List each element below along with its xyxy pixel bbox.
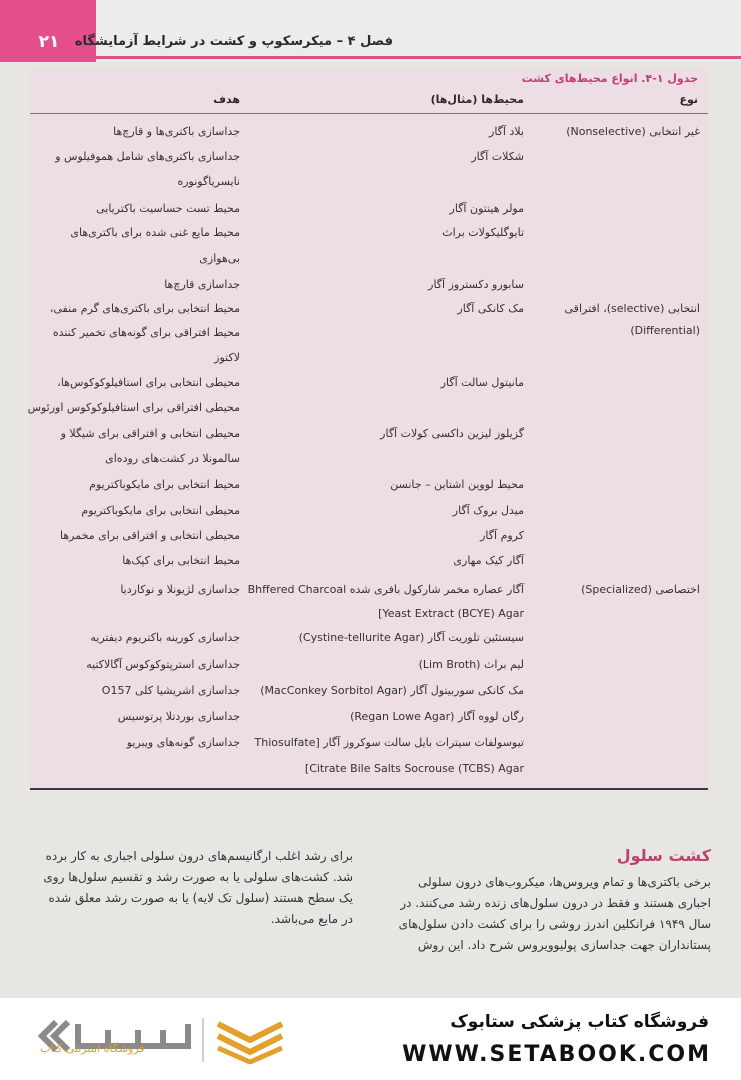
goal-cell: جداسازی کورینه باکتریوم دیفتریه (90, 631, 240, 644)
goal-cell: محیطی انتخابی برای استافیلوکوکوس‌ها، (57, 376, 240, 389)
table-header-rule (30, 113, 708, 114)
setabook-logo-icon (38, 1016, 288, 1064)
paragraph-line: یک سطح هستند (سلول تک لایه) یا به صورت رشد معلق شده (48, 891, 353, 905)
goal-cell: جداسازی باکتری‌ها و قارچ‌ها (113, 125, 240, 138)
goal-cell: لاکتوز (214, 351, 240, 364)
type-cell: غیر انتخابی (Nonselective) (566, 125, 700, 138)
medium-cell: Citrate Bile Salts Socrouse (TCBS) Agar] (304, 762, 524, 775)
goal-cell: جداسازی استرپتوکوکوس آگالاکتیه (86, 658, 240, 671)
goal-cell: جداسازی لژیونلا و نوکاردیا (120, 583, 240, 596)
column-header-type: نوع (679, 93, 698, 106)
goal-cell: محیطی افتراقی برای استافیلوکوکوس اورئوس (27, 401, 240, 414)
paragraph-line: سال ۱۹۴۹ فرانکلین اندرز روشی را برای کشت دادن سلول‌های (398, 917, 711, 931)
type-cell: انتخابی (selective)، افتراقی (564, 302, 700, 315)
paragraph-line: برای رشد اغلب ارگانیسم‌های درون سلولی اجباری به کار برده (45, 849, 353, 863)
medium-cell: بلاد آگار (489, 125, 524, 138)
page-header (0, 0, 741, 62)
medium-cell: مک کانکی آگار (457, 302, 524, 315)
goal-cell: محیطی انتخابی و افتراقی برای مخمرها (60, 529, 240, 542)
goal-cell: محیطی انتخابی برای مایکوباکتریوم (81, 504, 240, 517)
section-title: کشت سلول (616, 846, 711, 865)
medium-cell: Yeast Extract (BCYE) Agar] (378, 607, 524, 620)
medium-cell: لیم براث (Lim Broth) (418, 658, 524, 671)
goal-cell: نایسرياگونوره (177, 175, 240, 188)
paragraph-line: اجباری هستند و فقط در درون سلول‌های زنده رشد می‌کنند. در (400, 896, 711, 910)
medium-cell: مک کانکی سوربیتول آگار (MacConkey Sorbitol Agar) (260, 684, 524, 697)
goal-cell: محیطی انتخابی و افتراقی برای شیگلا و (60, 427, 240, 440)
medium-cell: سیستئین تلوریت آگار (Cystine-tellurite Agar) (298, 631, 524, 644)
goal-cell: محیط انتخابی برای باکتری‌های گرم منفی، (49, 302, 240, 315)
medium-cell: محیط لووین اشتاین – جانسن (390, 478, 524, 491)
paragraph-left-column (43, 846, 353, 930)
type-cell: اختصاصی (Specialized) (581, 583, 700, 596)
store-footer-banner (0, 998, 741, 1080)
goal-cell: محیط مایع غنی شده برای باکتری‌های (70, 226, 240, 239)
culture-media-table (27, 68, 708, 790)
paragraph-line: شد. کشت‌های سلولی یا به صورت رشد و تقسیم سلول‌ها روی (43, 870, 353, 884)
goal-cell: جداسازی گونه‌های ویبریو (126, 736, 240, 749)
paragraph-right-column (399, 872, 711, 956)
goal-cell: جداسازی قارچ‌ها (164, 278, 240, 291)
medium-cell: رگان لووه آگار (Regan Lowe Agar) (350, 710, 524, 723)
goal-cell: محیط تست حساسیت باکتریایی (96, 202, 240, 215)
goal-cell: محیط افتراقی برای گونه‌های تخمیر کننده (52, 326, 240, 339)
chapter-title: فصل ۴ – میکرسکوپ و کشت در شرایط آزمایشگاه (74, 34, 393, 49)
goal-cell: محیط انتخابی برای مایکوباکتریوم (89, 478, 240, 491)
medium-cell: تایوگلیکولات براث (442, 226, 524, 239)
setabook-logo (38, 1016, 288, 1064)
paragraph-line: پستانداران جهت جداسازی پولیوویروس شرح داد. این روش (417, 938, 711, 952)
medium-cell: تیوسولفات سیترات بایل سالت سوکروز آگار [Thiosulfate (254, 736, 524, 749)
header-divider (96, 56, 741, 59)
page-number-tab (0, 0, 96, 62)
paragraph-line: در مایع می‌باشد. (270, 912, 353, 926)
logo-subtitle: فروشگاه اینترنتی کتاب (40, 1042, 145, 1055)
goal-cell: جداسازی باکتری‌های شامل هموفیلوس و (55, 150, 240, 163)
medium-cell: شکلات آگار (471, 150, 524, 163)
paragraph-line: برخی باکتری‌ها و تمام ویروس‌ها، میکروب‌های درون سلولی (417, 875, 711, 889)
medium-cell: آگار عصاره مخمر شارکول بافری شده Bhffered Charcoal (247, 583, 524, 596)
type-cell: (Differential) (630, 324, 700, 337)
column-header-media: محیط‌ها (مثال‌ها) (430, 93, 524, 106)
table-caption: جدول ۱-۴. انواع محیط‌های کشت (521, 72, 698, 85)
page-number: ۲۱ (38, 32, 60, 52)
store-url[interactable]: WWW.SETABOOK.COM (402, 1042, 711, 1067)
goal-cell: بی‌هوازی (199, 252, 240, 265)
medium-cell: سابورو دکستروز آگار (428, 278, 524, 291)
goal-cell: محیط انتخابی برای کپک‌ها (122, 554, 240, 567)
goal-cell: جداسازی اشریشیا کلی O157 (101, 684, 240, 697)
goal-cell: سالمونلا در کشت‌های روده‌ای (105, 452, 240, 465)
medium-cell: گزیلوز لیزین داکسی کولات آگار (380, 427, 524, 440)
medium-cell: کروم آگار (480, 529, 524, 542)
medium-cell: مولر هینتون آگار (449, 202, 524, 215)
medium-cell: آگار کیک مهاری (453, 554, 524, 567)
store-name: فروشگاه کتاب پزشکی ستابوک (450, 1012, 709, 1032)
column-header-goal: هدف (213, 93, 240, 106)
medium-cell: مانیتول سالت آگار (440, 376, 524, 389)
goal-cell: جداسازی بوردتلا پرتوسیس (117, 710, 240, 723)
medium-cell: میدل بروک آگار (452, 504, 524, 517)
